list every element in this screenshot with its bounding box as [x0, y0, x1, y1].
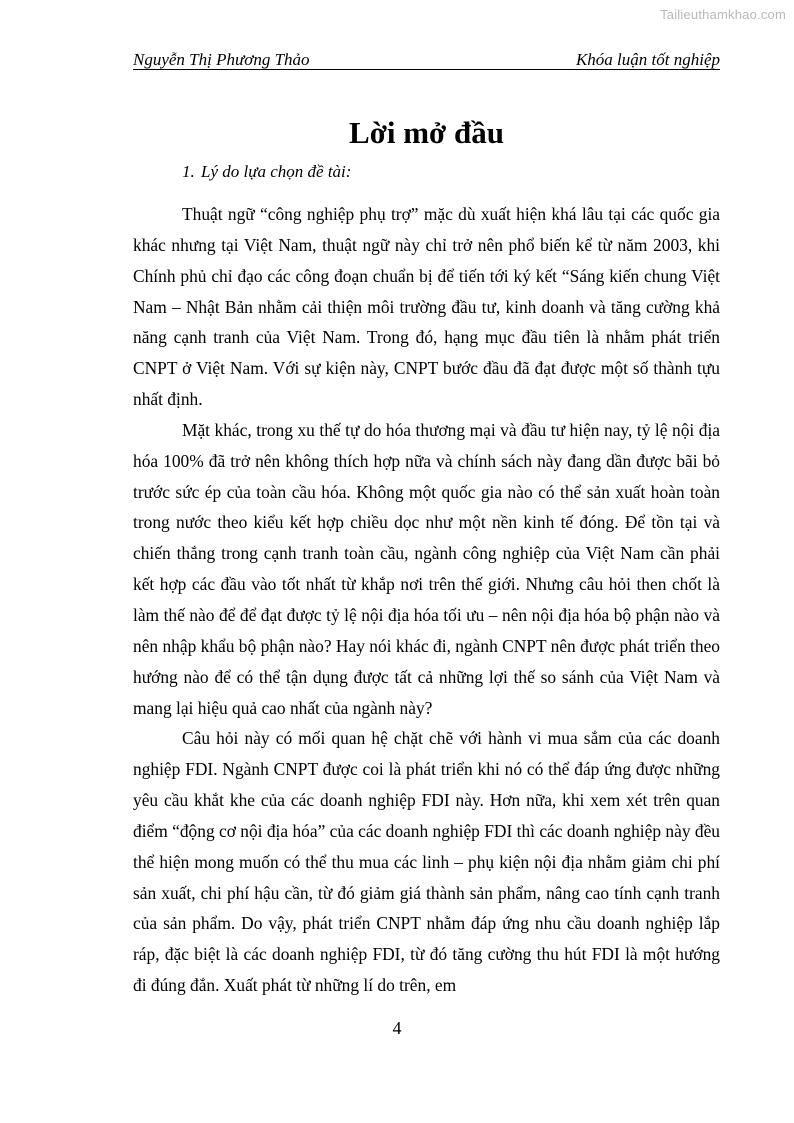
paragraph: Mặt khác, trong xu thế tự do hóa thương mại và đầu tư hiện nay, tỷ lệ nội địa hóa 100% đã trở nên không thích hợp nữa và chính sách này đang dần được bãi bỏ trước sức ép của toàn cầu hóa. Không một quốc gia nào có thể sản xuất hoàn toàn trong nước theo kiểu kết hợp chiều dọc như một nền kinh tế đóng. Để tồn tại và chiến thắng trong cạnh tranh toàn cầu, ngành công nghiệp của Việt Nam cần phải kết hợp các đầu vào tốt nhất từ khắp nơi trên thế giới. Nhưng câu hỏi then chốt là làm thế nào để để đạt được tỷ lệ nội địa hóa tối ưu – nên nội địa hóa bộ phận nào và nên nhập khẩu bộ phận nào? Hay nói khác đi, ngành CNPT nên được phát triển theo hướng nào để có thể tận dụng được tất cả những lợi thế so sánh của Việt Nam và mang lại hiệu quả cao nhất của ngành này?	[133, 419, 720, 718]
watermark: Tailieuthamkhao.com	[660, 7, 786, 22]
header-author: Nguyễn Thị Phương Thảo	[133, 50, 310, 69]
paragraph: Thuật ngữ “công nghiệp phụ trợ” mặc dù xuất hiện khá lâu tại các quốc gia khác nhưng tại Việt Nam, thuật ngữ này chỉ trở nên phổ biến kể từ năm 2003, khi Chính phủ chỉ đạo các công đoạn chuẩn bị để tiến tới ký kết “Sáng kiến chung Việt Nam – Nhật Bản nhằm cải thiện môi trường đầu tư, kinh doanh và tăng cường khả năng cạnh tranh của Việt Nam. Trong đó, hạng mục đầu tiên là nhằm phát triển CNPT ở Việt Nam. Với sự kiện này, CNPT bước đầu đã đạt được một số thành tựu nhất định.	[133, 204, 720, 410]
section-heading-text: Lý do lựa chọn đề tài:	[201, 162, 352, 181]
page-title: Lời mở đầu	[349, 115, 504, 150]
running-header	[133, 49, 720, 70]
page-number: 4	[392, 1018, 402, 1038]
section-heading	[182, 162, 351, 182]
section-number: 1.	[182, 162, 195, 181]
header-doc-type: Khóa luận tốt nghiệp	[575, 50, 720, 69]
body-text	[133, 199, 720, 1001]
paragraph: Câu hỏi này có mối quan hệ chặt chẽ với hành vi mua sắm của các doanh nghiệp FDI. Ngành CNPT được coi là phát triển khi nó có thể đáp ứng được những yêu cầu khắt khe của các doanh nghiệp FDI này. Hơn nữa, khi xem xét trên quan điểm “động cơ nội địa hóa” của các doanh nghiệp FDI thì các doanh nghiệp này đều thể hiện mong muốn có thể thu mua các linh – phụ kiện nội địa nhằm giảm chi phí sản xuất, chi phí hậu cần, từ đó giảm giá thành sản phẩm, nâng cao tính cạnh tranh của sản phẩm. Do vậy, phát triển CNPT nhằm đáp ứng nhu cầu doanh nghiệp lắp ráp, đặc biệt là các doanh nghiệp FDI, từ đó tăng cường thu hút FDI là một hướng đi đúng đắn. Xuất phát từ những lí do trên, em	[133, 728, 720, 996]
